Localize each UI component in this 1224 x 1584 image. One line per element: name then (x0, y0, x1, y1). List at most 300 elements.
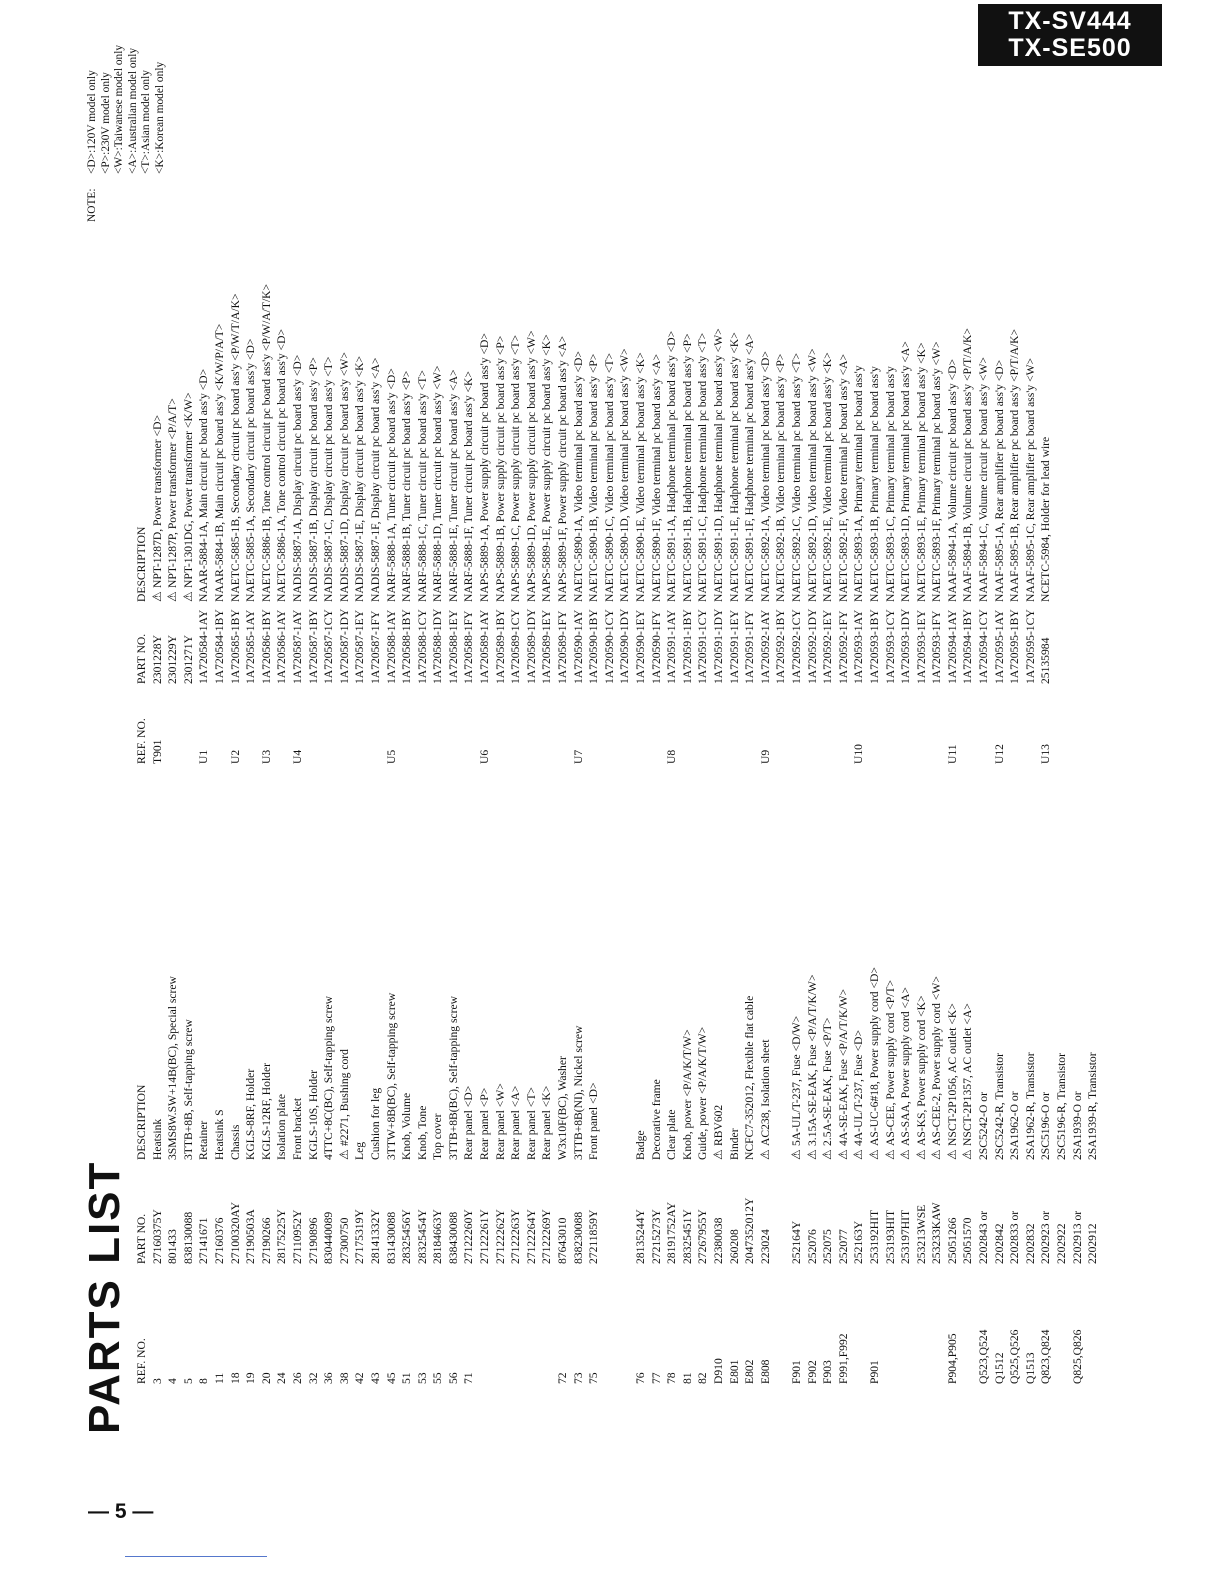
description-cell (711, 272, 727, 602)
part-no-cell: 25051570 (961, 1217, 975, 1264)
note-label: NOTE: (86, 188, 98, 222)
part-no-cell: 1A720591-1AY (665, 609, 679, 684)
ref-no-cell: 32 (306, 1372, 320, 1384)
description-text: NPT-1287D, Power transformer <D> (150, 414, 164, 588)
part-no-cell: 1A720590-1AY (571, 609, 585, 684)
ref-no-cell (820, 684, 836, 764)
table-row (758, 830, 774, 1384)
description-cell (243, 272, 259, 602)
description-cell (446, 272, 462, 602)
description-text: Heatsink S (212, 1109, 226, 1160)
table-row (150, 272, 166, 764)
ref-no-cell (181, 684, 197, 764)
description-text: 3TTB+8B(NI), Nickel screw (571, 1025, 585, 1160)
part-no-cell: 1A720593-1CY (883, 609, 897, 684)
part-no-cell: 1A720595-1BY (1008, 609, 1022, 684)
table-row (1038, 272, 1054, 764)
ref-no-cell (898, 684, 914, 764)
description-text: NAETC-5891-1D, Hadphone terminal pc board ass'y <W> (711, 328, 725, 602)
table-header (134, 272, 150, 764)
description-cell (539, 830, 555, 1160)
part-no-cell: 1A720594-1CY (977, 609, 991, 684)
table-row (883, 830, 899, 1384)
description-cell (196, 272, 212, 602)
ref-no-cell (274, 684, 290, 764)
ref-no-cell: 45 (384, 1372, 398, 1384)
part-no-cell: 1A720592-1CY (789, 609, 803, 684)
description-text: NADIS-5887-1E, Display circuit pc board ass'y <K> (353, 355, 367, 602)
ref-no-cell: 82 (696, 1372, 710, 1384)
ref-no-cell: 26 (290, 1372, 304, 1384)
description-text: NAETC-5890-1C, Video terminal pc board ass'y <T> (602, 353, 616, 602)
description-text: NAPS-5889-1C, Power supply circuit pc board ass'y <T> (509, 335, 523, 602)
description-text: Guide, power <P/A/K/T/W> (696, 1026, 710, 1160)
description-cell (789, 830, 805, 1160)
part-no-cell: 2202922 (1055, 1223, 1069, 1264)
table-row (555, 272, 571, 764)
ref-no-cell: 72 (556, 1372, 570, 1384)
description-cell (695, 830, 711, 1160)
table-row (867, 830, 883, 1384)
description-text: NAETC-5891-1F, Hadphone terminal pc board ass'y <A> (743, 333, 757, 602)
safety-warning-icon: ⚠ (866, 1149, 881, 1160)
table-row (430, 830, 446, 1384)
table-row (695, 830, 711, 1384)
description-text: KGLS-8RF, Holder (244, 1068, 258, 1160)
description-text: NSCT-2P1357, AC outlet <A> (961, 1003, 975, 1146)
ref-no-cell (929, 1264, 945, 1384)
description-cell (1070, 830, 1086, 1160)
description-cell (524, 272, 540, 602)
description-text: NAETC-5891-1B, Hadphone terminal pc board ass'y <P> (680, 333, 694, 602)
description-cell (898, 272, 914, 602)
description-text: NAETC-5893-1B, Primary terminal pc board ass'y (867, 366, 881, 602)
description-cell (836, 272, 852, 602)
description-cell (960, 272, 976, 602)
description-cell (773, 272, 789, 602)
table-header (134, 830, 150, 1384)
part-no-cell: 253233KAW (930, 1202, 944, 1264)
safety-warning-icon: ⚠ (835, 1149, 850, 1160)
description-text: NAAF-5895-1A, Rear amplifier pc board ass'y <D> (992, 359, 1006, 602)
table-row (727, 830, 743, 1384)
description-cell (555, 830, 571, 1160)
description-cell (711, 830, 727, 1160)
table-row (586, 830, 602, 1384)
description-cell (306, 830, 322, 1160)
part-no-cell: 223024 (758, 1229, 772, 1264)
description-cell (493, 272, 509, 602)
table-row (805, 272, 821, 764)
part-no-cell: 22380038 (711, 1217, 725, 1264)
part-no-cell: 27267955Y (696, 1209, 710, 1264)
description-cell (461, 830, 477, 1160)
header-description: DESCRIPTION (135, 1084, 148, 1160)
description-text: NAETC-5891-1A, Hadphone terminal pc board ass'y <D> (665, 330, 679, 602)
description-cell (337, 272, 353, 602)
table-row (290, 272, 306, 764)
table-row (259, 272, 275, 764)
ref-no-cell: 51 (400, 1372, 414, 1384)
part-no-cell: 27175319Y (353, 1209, 367, 1264)
description-text: NAPS-5889-1D, Power supply circuit pc board ass'y <W> (524, 330, 538, 602)
table-row (571, 272, 587, 764)
description-text: RBV602 (711, 1104, 725, 1146)
ref-no-cell (555, 684, 571, 764)
table-row (836, 272, 852, 764)
ref-no-cell: U10 (852, 744, 866, 764)
description-cell (446, 830, 462, 1160)
part-no-cell: 1A720588-1DY (431, 608, 445, 684)
note-item (113, 45, 127, 222)
part-no-cell: 260208 (727, 1229, 741, 1264)
description-text: NARF-5888-1D, Tuner circuit pc board ass'y <W> (431, 365, 445, 602)
table-row (711, 272, 727, 764)
table-row (867, 272, 883, 764)
table-row (742, 272, 758, 764)
ref-no-cell (711, 684, 727, 764)
table-row (306, 272, 322, 764)
table-row (181, 830, 197, 1384)
table-row (789, 272, 805, 764)
ref-no-cell (867, 684, 883, 764)
description-text: Knob, Volume (400, 1092, 414, 1160)
description-text: Rear panel <W> (493, 1083, 507, 1160)
note-text: <W>:Taiwanese model only (113, 44, 125, 174)
note-list (86, 45, 167, 222)
part-no-cell: 1A720592-1BY (774, 609, 788, 684)
ref-no-cell: E801 (727, 1359, 741, 1384)
table-row (758, 272, 774, 764)
note-spacer (113, 174, 127, 222)
part-no-cell: 1A720591-1DY (711, 608, 725, 684)
description-text: Binder (727, 1128, 741, 1160)
ref-no-cell (914, 684, 930, 764)
part-no-cell: 1A720589-1EY (540, 609, 554, 684)
description-text: Retainer (197, 1120, 211, 1160)
description-text: NAAF-5894-1A, Volume circuit pc board ass'y <D> (945, 358, 959, 602)
part-no-cell: 28325456Y (400, 1209, 414, 1264)
description-cell (228, 272, 244, 602)
description-text: NAETC-5893-1E, Primary terminal pc board ass'y <K> (914, 342, 928, 602)
description-text: 4A-UL/T-237, Fuse <D> (852, 1029, 866, 1146)
ref-no-cell: U13 (1039, 744, 1053, 764)
part-no-cell: 27160375Y (150, 1209, 164, 1264)
part-no-cell: 1A720589-1AY (478, 609, 492, 684)
description-cell (274, 272, 290, 602)
description-cell (976, 272, 992, 602)
description-text: NAETC-5892-1F, Video terminal pc board ass'y <A> (836, 353, 850, 602)
table-row (820, 272, 836, 764)
note-item (140, 45, 154, 222)
table-row (306, 830, 322, 1384)
description-text: NAETC-5885-1A, Secondary circuit pc board ass'y <D> (244, 338, 258, 602)
part-no-cell: 27190896 (306, 1217, 320, 1264)
table-row (274, 830, 290, 1384)
description-cell (461, 272, 477, 602)
description-text: W3x10F(BC), Washer (556, 1056, 570, 1160)
part-no-cell: 1A720591-1BY (680, 609, 694, 684)
description-text: 2SA1962-R, Transistor (1023, 1052, 1037, 1160)
note-item (86, 45, 100, 222)
part-no-cell: 1A720585-1BY (228, 609, 242, 684)
description-text: NARF-5888-1E, Tuner circuit pc board ass'y <A> (446, 369, 460, 602)
part-no-cell: 27110952Y (290, 1209, 304, 1264)
part-no-cell: 27215273Y (649, 1209, 663, 1264)
ref-no-cell (493, 1264, 509, 1384)
ref-no-cell (1007, 684, 1023, 764)
description-cell (399, 272, 415, 602)
table-row (680, 830, 696, 1384)
ref-no-cell (415, 684, 431, 764)
page-title: PARTS LIST (80, 1160, 129, 1434)
description-text: AS-UC-6#18, Power supply cord <D> (867, 967, 881, 1146)
table-row (945, 830, 961, 1384)
ref-no-cell: Q1512 (992, 1352, 1006, 1384)
table-row (150, 830, 166, 1384)
table-row (960, 830, 976, 1384)
part-no-cell: 2202832 (1023, 1223, 1037, 1264)
description-text: 2.5A-SE-EAK, Fuse <P/T> (821, 1017, 835, 1146)
part-no-cell: 27141671 (197, 1217, 211, 1264)
description-cell (430, 272, 446, 602)
description-text: NAAR-5884-1A, Main circuit pc board ass'y <D> (197, 368, 211, 602)
ref-no-cell (524, 1264, 540, 1384)
note-text: <D>:120V model only (86, 70, 98, 174)
ref-no-cell: U2 (228, 749, 242, 764)
description-cell (586, 272, 602, 602)
description-cell (867, 830, 883, 1160)
ref-no-cell: U5 (384, 749, 398, 764)
ref-no-cell (461, 684, 477, 764)
description-text: Rear panel <K> (540, 1085, 554, 1160)
description-cell (306, 272, 322, 602)
part-no-cell: 2202912 (1086, 1223, 1100, 1264)
note-text: <K>:Korean model only (153, 61, 166, 174)
description-text: Rear panel <A> (509, 1085, 523, 1160)
model-note (86, 45, 167, 222)
ref-no-cell (430, 684, 446, 764)
description-text: NAAF-5894-1C, Volume circuit pc board ass'y <W> (977, 357, 991, 602)
description-text: NADIS-5887-1A, Display circuit pc board ass'y <D> (290, 354, 304, 602)
table-row (415, 830, 431, 1384)
safety-warning-icon: ⚠ (710, 1149, 725, 1160)
ref-no-cell: U4 (290, 749, 304, 764)
header-part-no: PART NO. (135, 1213, 148, 1264)
table-row (898, 830, 914, 1384)
part-no-cell: 1A720588-1AY (384, 609, 398, 684)
table-row (493, 272, 509, 764)
table-row (992, 272, 1008, 764)
table-row (742, 830, 758, 1384)
description-cell (633, 272, 649, 602)
table-row (368, 830, 384, 1384)
part-no-cell: 1A720587-1DY (337, 608, 351, 684)
ref-no-cell: 19 (244, 1372, 258, 1384)
ref-no-cell (695, 684, 711, 764)
description-text: NADIS-5887-1D, Display circuit pc board ass'y <W> (337, 352, 351, 602)
description-text: Chassis (228, 1124, 242, 1160)
ref-no-cell: 81 (680, 1372, 694, 1384)
parts-table-right (134, 272, 1054, 764)
description-text: NSCT-2P1056, AC outlet <K> (945, 1003, 959, 1146)
description-cell (196, 830, 212, 1160)
description-cell (617, 272, 633, 602)
description-cell (914, 272, 930, 602)
ref-no-cell (539, 1264, 555, 1384)
part-no-cell: 801433 (166, 1229, 180, 1264)
ref-no-cell: U9 (758, 749, 772, 764)
ref-no-cell: E802 (743, 1359, 757, 1384)
description-cell (976, 830, 992, 1160)
table-row (446, 830, 462, 1384)
description-cell (430, 830, 446, 1160)
part-no-cell: 252164Y (789, 1220, 803, 1264)
part-no-cell: 28325454Y (415, 1209, 429, 1264)
safety-warning-icon: ⚠ (336, 1149, 351, 1160)
table-row (430, 272, 446, 764)
note-item (154, 45, 168, 222)
note-spacer (140, 174, 154, 222)
description-cell (539, 272, 555, 602)
description-cell (820, 272, 836, 602)
part-no-cell: 1A720595-1AY (992, 609, 1006, 684)
table-row (165, 272, 181, 764)
description-text: 2SA1962-O or (1008, 1091, 1022, 1160)
part-no-cell: 252163Y (852, 1220, 866, 1264)
description-text: Isolation plate (275, 1093, 289, 1160)
safety-warning-icon: ⚠ (882, 1149, 897, 1160)
description-cell (867, 272, 883, 602)
table-row (461, 272, 477, 764)
description-cell (929, 272, 945, 602)
part-no-cell: 27300750 (337, 1217, 351, 1264)
part-no-cell: 2047352012Y (743, 1197, 757, 1264)
table-row (929, 272, 945, 764)
description-cell (883, 272, 899, 602)
part-no-cell: 2202842 (992, 1223, 1006, 1264)
table-row (477, 272, 493, 764)
table-row (259, 830, 275, 1384)
table-row (1023, 830, 1039, 1384)
ref-no-cell (617, 684, 633, 764)
ref-no-cell: D910 (711, 1358, 725, 1384)
description-text: Knob, Tone (415, 1105, 429, 1160)
description-cell (680, 830, 696, 1160)
description-cell (493, 830, 509, 1160)
description-cell (742, 272, 758, 602)
description-cell (851, 272, 867, 602)
part-no-cell: 253213WSE (914, 1204, 928, 1264)
part-no-cell: 1A720590-1BY (587, 609, 601, 684)
table-row (664, 272, 680, 764)
description-cell (727, 272, 743, 602)
part-no-cell: 1A720588-1FY (462, 610, 476, 684)
description-cell (914, 830, 930, 1160)
note-item (100, 45, 114, 222)
table-row (415, 272, 431, 764)
table-row (836, 830, 852, 1384)
description-text: NAETC-5891-1E, Hadphone terminal pc board ass'y <K> (727, 332, 741, 602)
description-text: 2SA1939-R, Transistor (1086, 1052, 1100, 1160)
description-text: NCFC7-352012, Flexible flat cable (743, 995, 757, 1160)
part-no-cell: 1A720590-1EY (634, 609, 647, 684)
description-text: NAETC-5893-1A, Primary terminal pc board ass'y (852, 365, 866, 602)
description-text: NAETC-5892-1C, Video terminal pc board ass'y <T> (789, 353, 803, 602)
table-row (711, 830, 727, 1384)
description-cell (1038, 272, 1054, 602)
description-cell (259, 830, 275, 1160)
description-cell (337, 830, 353, 1160)
part-no-cell: 1A720584-1BY (212, 609, 226, 684)
ref-no-cell: P904,P905 (945, 1333, 959, 1384)
table-row (1007, 830, 1023, 1384)
description-text: Front panel <D> (587, 1082, 601, 1160)
description-text: KGLS-12RF, Holder (259, 1063, 273, 1160)
ref-no-cell: F902 (805, 1360, 819, 1384)
parts-table-left (134, 830, 1101, 1384)
description-text: Rear panel <T> (524, 1087, 538, 1160)
description-cell (617, 830, 633, 1160)
table-row (461, 830, 477, 1384)
description-cell (727, 830, 743, 1160)
safety-warning-icon: ⚠ (960, 1149, 975, 1160)
description-text: 3TTB+8B, Self-tapping screw (181, 1019, 195, 1160)
model-line-1: TX-SV444 (1008, 7, 1132, 35)
part-no-cell: 1A720588-1CY (415, 609, 429, 684)
description-cell (352, 272, 368, 602)
table-row (321, 272, 337, 764)
ref-no-cell (633, 684, 649, 764)
description-cell (836, 830, 852, 1160)
part-no-cell: 27122260Y (462, 1209, 476, 1264)
description-text: 3TTB+8B(BC), Self-tapping screw (446, 996, 460, 1160)
ref-no-cell (337, 684, 353, 764)
table-row (352, 830, 368, 1384)
part-no-cell: 1A720595-1CY (1023, 609, 1037, 684)
table-row (539, 830, 555, 1384)
part-no-cell: 1A720591-1CY (696, 609, 710, 684)
ref-no-cell: E808 (758, 1359, 772, 1384)
ref-no-cell (165, 684, 181, 764)
table-row (524, 272, 540, 764)
ref-no-cell (914, 1264, 930, 1384)
ref-no-cell (773, 1264, 789, 1384)
part-no-cell: 2202843 or (977, 1210, 991, 1264)
table-row (228, 830, 244, 1384)
part-no-cell: 1A720593-1AY (852, 609, 866, 684)
ref-no-cell: Q525,Q526 (1008, 1329, 1022, 1384)
ref-no-cell: P901 (867, 1360, 881, 1384)
table-row (586, 272, 602, 764)
part-no-cell: 1A720586-1AY (275, 609, 289, 684)
table-row (773, 272, 789, 764)
table-row (805, 830, 821, 1384)
ref-no-cell: U1 (197, 749, 211, 764)
ref-no-cell: U8 (665, 749, 679, 764)
table-row (945, 272, 961, 764)
description-cell (165, 272, 181, 602)
description-text: AS-CEE, Power supply cord <P/T> (883, 979, 897, 1146)
table-row (914, 272, 930, 764)
part-no-cell: 27190266 (259, 1217, 273, 1264)
note-spacer (100, 174, 114, 222)
description-cell (352, 830, 368, 1160)
description-cell (649, 830, 665, 1160)
ref-no-cell: 38 (337, 1372, 351, 1384)
description-text: Cushion for leg (368, 1087, 382, 1160)
description-text: NAAF-5895-1C, Rear amplifier pc board ass'y <W> (1023, 357, 1037, 602)
